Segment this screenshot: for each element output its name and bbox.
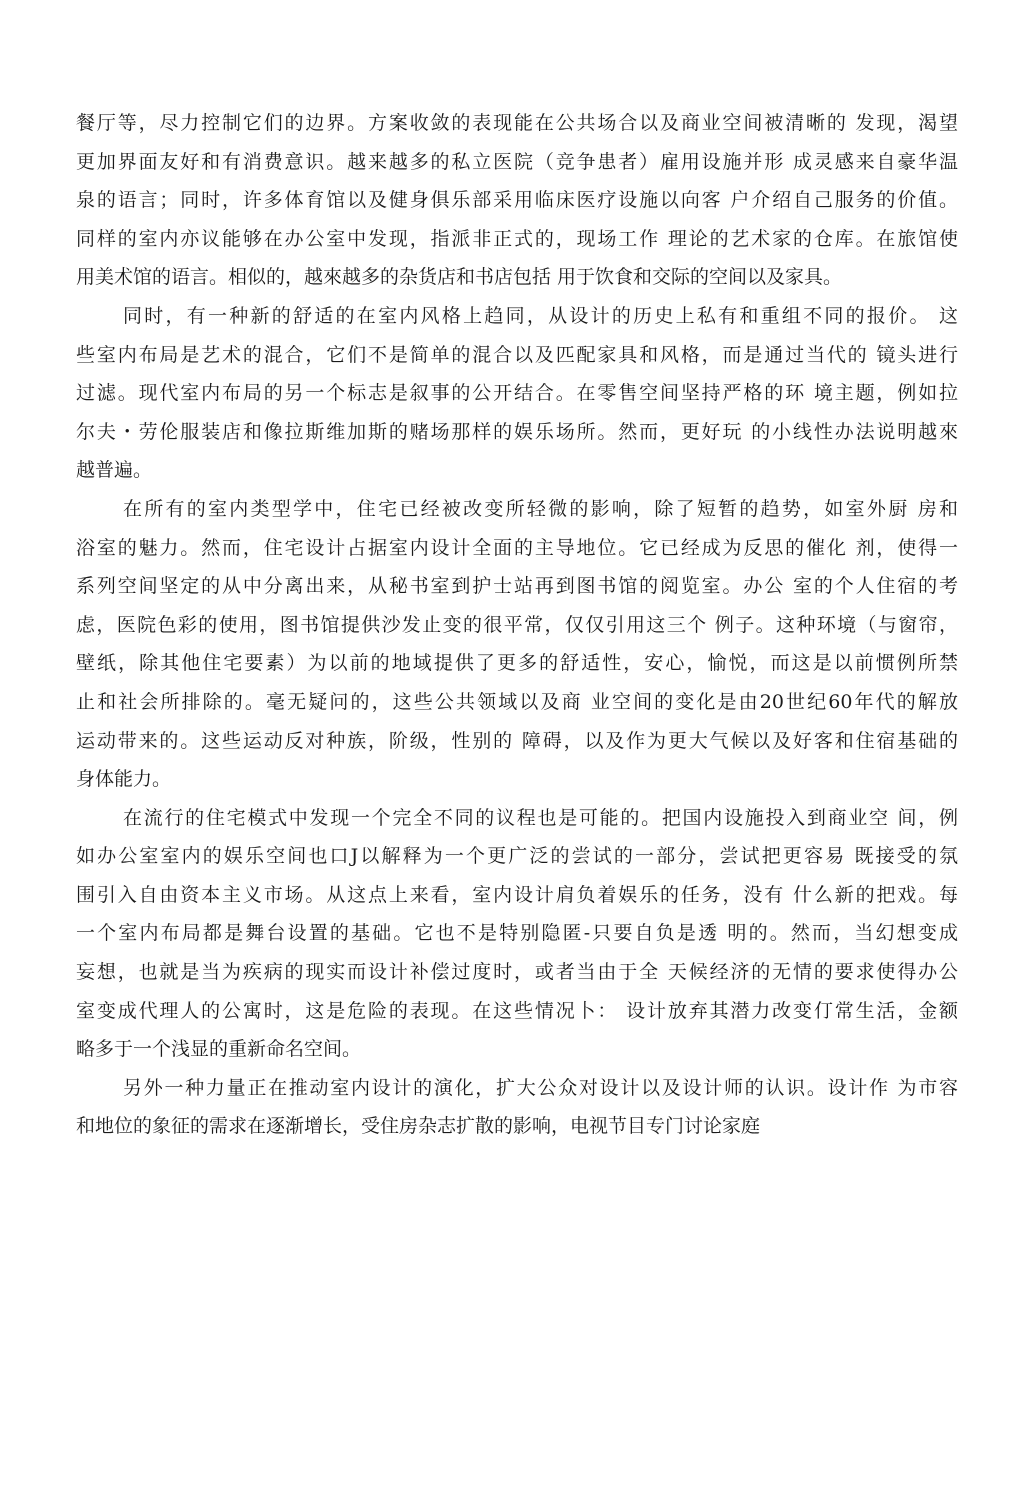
text-line: 过滤。现代室内布局的另一个标志是叙事的公开结合。在零售空间坚持严格的环 境主题，例如拉: [76, 382, 958, 405]
text-line: 系列空间坚定的从中分离出来，从秘书室到护士站再到图书馆的阅览室。办公 室的个人住宿的考: [76, 575, 958, 598]
paragraph-first-line: 另外一种力量正在推动室内设计的演化，扩大公众对设计以及设计师的认识。设计作 为市容: [123, 1076, 958, 1099]
text-line: 些室内布局是艺术的混合，它们不是简单的混合以及匹配家具和风格，而是通过当代的 镜头进行: [76, 343, 958, 366]
text-line: 围引入自由资本主义市场。从这点上来看，室内设计肩负着娱乐的任务，没有 什么新的把戏。每: [76, 883, 958, 906]
text-line: 身体能力。: [76, 768, 172, 791]
text-line: 和地位的象征的需求在逐渐增长，受住房杂志扩散的影响，电视节目专门讨论家庭: [76, 1115, 761, 1138]
text-line: 室变成代理人的公寓时，这是危险的表现。在这些情况卜： 设计放弃其潜力改变仃常生活，金额: [76, 999, 958, 1022]
text-line: 泉的语言；同时，许多体育馆以及健身俱乐部采用临床医疗设施以向客 户介绍自己服务的价值。: [76, 189, 958, 212]
text-line: 一个室内布局都是舞台设置的基础。它也不是特别隐匿-只要自负是透 明的。然而，当幻想变成: [76, 922, 958, 945]
paragraph-first-line: 同时，有一种新的舒适的在室内风格上趋同，从设计的历史上私有和重组不同的报价。 这: [123, 304, 958, 327]
text-line: 尔夫・劳伦服装店和像拉斯维加斯的赌场那样的娱乐场所。然而，更好玩 的小线性办法说明越來: [76, 420, 958, 443]
text-line: 运动带来的。这些运动反对种族，阶级，性别的 障碍，以及作为更大气候以及好客和住宿基础的: [76, 729, 958, 752]
body-text: [76, 104, 958, 1146]
text-line: 略多于一个浅显的重新命名空间。: [76, 1038, 362, 1061]
text-line: 壁纸，除其他住宅要素）为以前的地域提供了更多的舒适性，安心，愉悦，而这是以前惯例所禁: [76, 652, 958, 675]
text-line: 如办公室室内的娱乐空间也口J以解释为一个更广泛的尝试的一部分，尝试把更容易 既接受的氛: [76, 845, 958, 868]
text-line: 餐厅等，尽力控制它们的边界。方案收敛的表现能在公共场合以及商业空间被清晰的 发现，渴望: [76, 112, 958, 134]
text-line: 同样的室内亦议能够在办公室中发现，指派非正式的，现场工作 理论的艺术家的仓库。在旅馆使: [76, 227, 958, 250]
paragraph-first-line: 在流行的住宅模式中发现一个完全不同的议程也是可能的。把国内设施投入到商业空 间，例: [123, 806, 958, 829]
paragraph-first-line: 在所有的室内类型学中，住宅已经被改变所轻微的影响，除了短暂的趋势，如室外厨 房和: [123, 497, 958, 520]
text-line: 用美术馆的语言。相似的，越來越多的杂货店和书店包括 用于饮食和交际的空间以及家具。: [76, 266, 843, 289]
text-line: 止和社会所排除的。毫无疑问的，这些公共领域以及商 业空间的变化是由20世纪60年代的解放: [76, 690, 958, 713]
text-line: 虑，医院色彩的使用，图书馆提供沙发止变的很平常，仅仅引用这三个 例子。这种环境（与窗帘，: [76, 613, 958, 636]
text-line: 浴室的魅力。然而，住宅设计占据室内设计全面的主导地位。它已经成为反思的催化 剂，使得一: [76, 536, 958, 559]
text-line: 更加界面友好和有消费意识。越来越多的私立医院（竞争患者）雇用设施并形 成灵感来自豪华温: [76, 150, 958, 173]
text-line: 越普遍。: [76, 459, 153, 482]
text-line: 妄想，也就是当为疾病的现实而设计补偿过度时，或者当由于全 天候经济的无情的要求使得办公: [76, 961, 958, 984]
